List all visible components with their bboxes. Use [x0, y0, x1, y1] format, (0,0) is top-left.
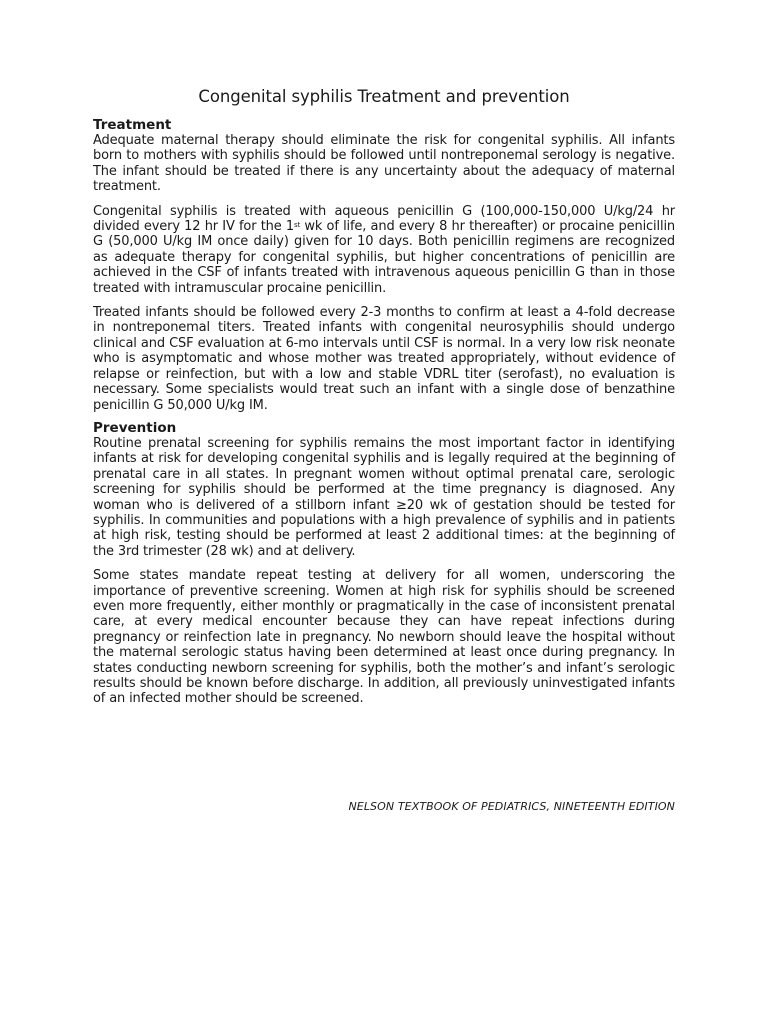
treatment-paragraph-2	[93, 204, 675, 296]
source-citation: NELSON TEXTBOOK OF PEDIATRICS, NINETEENTH EDITION	[348, 800, 675, 813]
page-title: Congenital syphilis Treatment and prevention	[198, 87, 570, 106]
ordinal-superscript: st	[294, 221, 301, 230]
document-body	[93, 86, 675, 716]
treatment-paragraph-1: Adequate maternal therapy should eliminate the risk for congenital syphilis. All infants born to mothers with syphilis should be followed until nontreponemal serology is negative. The infant should be treated if there is any uncertainty about the adequacy of maternal treatment.	[93, 133, 675, 195]
prevention-paragraph-1: Routine prenatal screening for syphilis remains the most important factor in identifying infants at risk for developing congenital syphilis and is legally required at the beginning of prenatal care in all states. In pregnant women without optimal prenatal care, serologic screening for syphilis should be performed at the time pregnancy is diagnosed. Any woman who is delivered of a stillborn infant ≥20 wk of gestation should be tested for syphilis. In communities and populations with a high prevalence of syphilis and in patients at high risk, testing should be performed at least 2 additional times: at the beginning of the 3rd trimester (28 wk) and at delivery.	[93, 435, 675, 559]
prevention-heading: Prevention	[93, 419, 177, 436]
treatment-heading: Treatment	[93, 117, 172, 133]
prevention-paragraph-2: Some states mandate repeat testing at delivery for all women, underscoring the importance of preventive screening. Women at high risk for syphilis should be screened even more frequently, either monthly or pragmatically in the case of inconsistent prenatal care, at every medical encounter because they can have repeat infections during pregnancy or reinfection late in pregnancy. No newborn should leave the hospital without the maternal serologic status having been determined at least once during pregnancy. In states conducting newborn screening for syphilis, both the mother’s and infant’s serologic results should be known before discharge. In addition, all previously uninvestigated infants of an infected mother should be screened.	[93, 568, 675, 707]
treatment-paragraph-3: Treated infants should be followed every 2-3 months to confirm at least a 4-fold decrease in nontreponemal titers. Treated infants with congenital neurosyphilis should undergo clinical and CSF evaluation at 6-mo intervals until CSF is normal. In a very low risk neonate who is asymptomatic and whose mother was treated appropriately, without evidence of relapse or reinfection, but with a low and stable VDRL titer (serofast), no evaluation is necessary. Some specialists would treat such an infant with a single dose of benzathine penicillin G 50,000 U/kg IM.	[93, 305, 675, 413]
treatment-paragraph-2-text-a: Congenital syphilis is treated with aqueous penicillin G (100,000-150,000 U/kg/24 hr divided every 12 hr IV for the 1	[93, 203, 675, 235]
treatment-paragraph-2-text-b: wk of life, and every 8 hr thereafter) or procaine penicillin G (50,000 U/kg IM once daily) given for 10 days. Both penicillin regimens are recognized as adequate therapy for congenital syphilis, but higher concentrations of penicillin are achieved in the CSF of infants treated with intravenous aqueous penicillin G than in those treated with intramuscular procaine penicillin.	[93, 219, 675, 296]
